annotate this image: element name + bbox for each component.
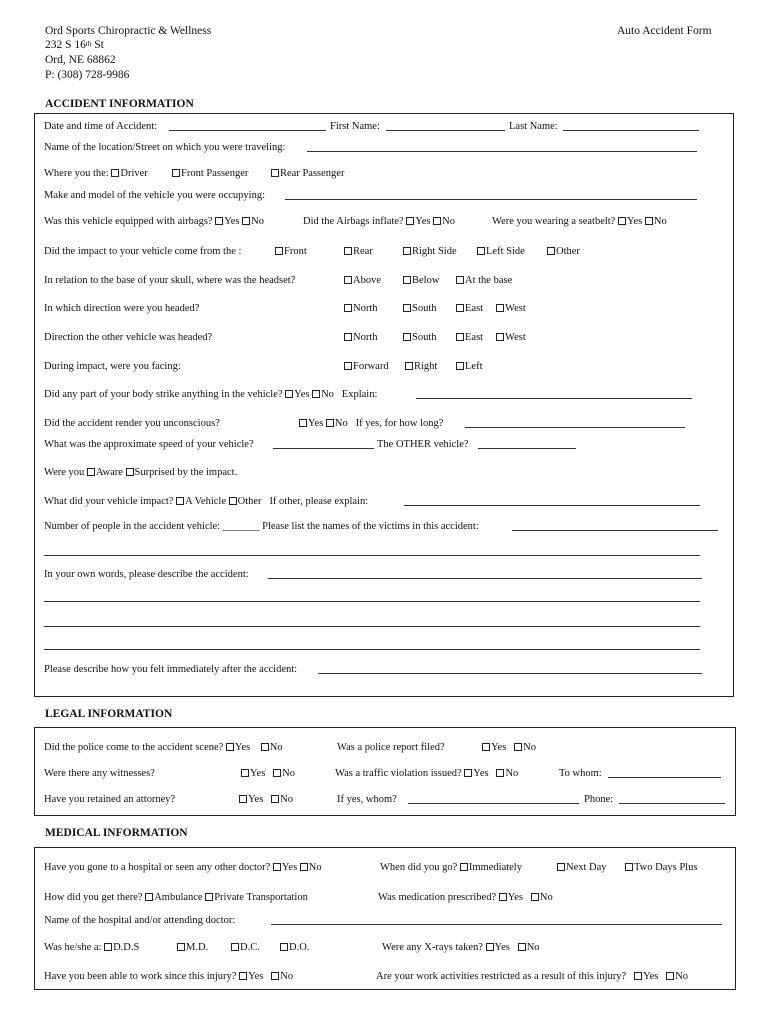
work-yes-checkbox[interactable] [239,972,247,980]
location-field[interactable] [307,151,697,152]
facing-forward-checkbox[interactable] [344,362,352,370]
witnesses-options: Yes No [241,767,295,780]
attorney-whom-label: If yes, whom? [337,794,397,805]
police-yes-checkbox[interactable] [226,743,234,751]
police-report-options: Yes No [482,741,536,754]
xrays-row: Were any X-rays taken? Yes No [382,942,540,953]
attorney-options: Yes No [239,793,293,806]
hospital-yes-checkbox[interactable] [273,863,281,871]
body-strike-row: Did any part of your body strike anything in the vehicle? Yes No Explain: [44,389,378,400]
rear-passenger-option: Rear Passenger [271,167,344,180]
impact-rear-option: Rear [344,245,373,258]
other-east-option: East [456,331,483,344]
medication-yes-checkbox[interactable] [499,893,507,901]
inflate-no-checkbox[interactable] [433,217,441,225]
speed-field[interactable] [273,448,374,449]
impact-right-option: Right Side [403,245,457,258]
facing-right-checkbox[interactable] [405,362,413,370]
victims-field[interactable] [512,530,718,531]
awareness-row: Were you Aware Surprised by the impact. [44,467,238,478]
describe-accident-label: In your own words, please describe the accident: [44,569,249,580]
impact-front-option: Front [275,245,307,258]
medication-no-checkbox[interactable] [531,893,539,901]
unconscious-duration-field[interactable] [465,427,685,428]
next-day-checkbox[interactable] [557,863,565,871]
seatbelt-no-checkbox[interactable] [645,217,653,225]
police-no-checkbox[interactable] [261,743,269,751]
do-checkbox[interactable] [280,943,288,951]
impact-left-checkbox[interactable] [477,247,485,255]
immediately-checkbox[interactable] [460,863,468,871]
last-name-field[interactable] [563,130,699,131]
police-scene-row: Did the police come to the accident scene? Yes No [44,742,283,753]
attorney-phone-label: Phone: [584,794,614,805]
violation-row: Was a traffic violation issued? Yes No [335,768,519,779]
hospital-name-field[interactable] [271,924,722,925]
airbags-row: Was this vehicle equipped with airbags? Yes No [44,216,264,227]
two-days-option: Two Days Plus [625,861,697,874]
unconscious-yes-checkbox[interactable] [299,419,307,427]
front-passenger-checkbox[interactable] [172,169,180,177]
describe-field-line-4[interactable] [44,649,700,650]
headset-base-option: At the base [456,274,512,287]
attorney-label: Have you retained an attorney? [44,794,176,805]
restricted-yes-checkbox[interactable] [634,972,642,980]
people-count-field[interactable]: _______ [222,521,260,532]
people-count-label: Number of people in the accident vehicle: _______ Please list the names of the victims in this accident: [44,521,479,532]
attorney-no-checkbox[interactable] [271,795,279,803]
last-name-label: Last Name: [509,121,558,132]
inflate-yes-checkbox[interactable] [406,217,414,225]
front-passenger-option: Front Passenger [172,167,248,180]
clinic-phone: P: (308) 728-9986 [45,69,130,81]
dc-option: D.C. [231,941,260,954]
attorney-name-field[interactable] [408,803,579,804]
seatbelt-row: Were you wearing a seatbelt? Yes No [492,216,667,227]
other-west-checkbox[interactable] [496,333,504,341]
transport-row: How did you get there? Ambulance Private Transportation [44,892,308,903]
strike-no-checkbox[interactable] [312,390,320,398]
headset-below-option: Below [403,274,439,287]
unconscious-options: Yes No If yes, for how long? [299,417,443,430]
dds-checkbox[interactable] [104,943,112,951]
occupant-position-row: Where you the: Driver [44,168,148,179]
dir-north-option: North [344,302,378,315]
other-east-checkbox[interactable] [456,333,464,341]
impact-right-checkbox[interactable] [403,247,411,255]
xrays-no-checkbox[interactable] [518,943,526,951]
impact-rear-checkbox[interactable] [344,247,352,255]
facing-label: During impact, were you facing: [44,361,181,372]
dir-west-checkbox[interactable] [496,304,504,312]
make-model-field[interactable] [285,199,697,200]
impact-front-checkbox[interactable] [275,247,283,255]
clinic-name: Ord Sports Chiropractic & Wellness [45,25,212,37]
headset-base-checkbox[interactable] [456,276,464,284]
dir-east-checkbox[interactable] [456,304,464,312]
dir-north-checkbox[interactable] [344,304,352,312]
impact-vehicle-checkbox[interactable] [176,497,184,505]
dir-south-option: South [403,302,437,315]
surprised-checkbox[interactable] [126,468,134,476]
strike-explain-field[interactable] [416,398,692,399]
describe-field-line-3[interactable] [44,626,700,627]
witnesses-label: Were there any witnesses? [44,768,155,779]
location-label: Name of the location/Street on which you were traveling: [44,142,286,153]
speed-label: What was the approximate speed of your vehicle? [44,439,254,450]
ambulance-checkbox[interactable] [145,893,153,901]
airbags-no-checkbox[interactable] [242,217,250,225]
headset-label: In relation to the base of your skull, where was the headset? [44,275,296,286]
unconscious-no-checkbox[interactable] [326,419,334,427]
vehicle-impact-row: What did your vehicle impact? A Vehicle Other If other, please explain: [44,496,369,507]
attorney-yes-checkbox[interactable] [239,795,247,803]
impact-other-object-checkbox[interactable] [229,497,237,505]
to-whom-label: To whom: [559,768,602,779]
when-go-row: When did you go? Immediately [380,862,522,873]
doctor-type-row: Was he/she a: D.D.S [44,942,140,953]
seatbelt-yes-checkbox[interactable] [618,217,626,225]
report-yes-checkbox[interactable] [482,743,490,751]
dir-east-option: East [456,302,483,315]
hospital-row: Have you gone to a hospital or seen any other doctor? Yes No [44,862,322,873]
work-no-checkbox[interactable] [271,972,279,980]
form-title: Auto Accident Form [617,25,712,37]
other-south-checkbox[interactable] [403,333,411,341]
report-no-checkbox[interactable] [514,743,522,751]
facing-right-option: Right [405,360,437,373]
dc-checkbox[interactable] [231,943,239,951]
describe-field-line-1[interactable] [268,578,702,579]
other-north-option: North [344,331,378,344]
other-north-checkbox[interactable] [344,333,352,341]
police-report-label: Was a police report filed? [337,742,445,753]
section-title-legal: LEGAL INFORMATION [45,708,173,720]
impact-other-explain-field[interactable] [404,505,700,506]
headset-below-checkbox[interactable] [403,276,411,284]
private-transport-checkbox[interactable] [205,893,213,901]
dir-south-checkbox[interactable] [403,304,411,312]
first-name-field[interactable] [386,130,505,131]
hospital-name-label: Name of the hospital and/or attending doctor: [44,915,236,926]
dir-west-option: West [496,302,526,315]
violation-yes-checkbox[interactable] [464,769,472,777]
describe-field-line-2[interactable] [44,601,700,602]
headset-above-option: Above [344,274,381,287]
clinic-city: Ord, NE 68862 [45,54,116,66]
date-time-field[interactable] [169,130,326,131]
make-model-label: Make and model of the vehicle you were occupying: [44,190,266,201]
restricted-no-checkbox[interactable] [666,972,674,980]
strike-yes-checkbox[interactable] [285,390,293,398]
xrays-yes-checkbox[interactable] [486,943,494,951]
victims-field-line-2[interactable] [44,555,700,556]
facing-left-checkbox[interactable] [456,362,464,370]
impact-other-option: Other [547,245,580,258]
other-south-option: South [403,331,437,344]
medication-row: Was medication prescribed? Yes No [378,892,553,903]
impact-other-checkbox[interactable] [547,247,555,255]
witness-yes-checkbox[interactable] [241,769,249,777]
aware-checkbox[interactable] [87,468,95,476]
witness-no-checkbox[interactable] [273,769,281,777]
other-direction-label: Direction the other vehicle was headed? [44,332,213,343]
airbags-inflate-row: Did the Airbags inflate? Yes No [303,216,455,227]
work-row: Have you been able to work since this injury? Yes No [44,971,294,982]
first-name-label: First Name: [330,121,380,132]
unconscious-label: Did the accident render you unconscious? [44,418,220,429]
other-west-option: West [496,331,526,344]
next-day-option: Next Day [557,861,607,874]
violation-no-checkbox[interactable] [496,769,504,777]
clinic-street: 232 S 16th St [45,39,104,51]
driver-checkbox[interactable] [111,169,119,177]
hospital-no-checkbox[interactable] [300,863,308,871]
airbags-yes-checkbox[interactable] [215,217,223,225]
headset-above-checkbox[interactable] [344,276,352,284]
felt-after-label: Please describe how you felt immediately after the accident: [44,664,298,675]
do-option: D.O. [280,941,309,954]
attorney-phone-field[interactable] [619,803,725,804]
impact-direction-label: Did the impact to your vehicle come from the : [44,246,242,257]
facing-forward-option: Forward [344,360,389,373]
other-speed-label: The OTHER vehicle? [377,439,469,450]
other-speed-field[interactable] [478,448,576,449]
felt-after-field[interactable] [318,673,702,674]
date-time-label: Date and time of Accident: [44,121,158,132]
rear-passenger-checkbox[interactable] [271,169,279,177]
section-title-medical: MEDICAL INFORMATION [45,827,188,839]
section-title-accident: ACCIDENT INFORMATION [45,98,194,110]
to-whom-field[interactable] [608,777,721,778]
md-checkbox[interactable] [177,943,185,951]
heading-direction-label: In which direction were you headed? [44,303,200,314]
impact-left-option: Left Side [477,245,525,258]
facing-left-option: Left [456,360,483,373]
two-days-checkbox[interactable] [625,863,633,871]
md-option: M.D. [177,941,208,954]
restricted-row: Are your work activities restricted as a result of this injury? Yes No [376,971,689,982]
